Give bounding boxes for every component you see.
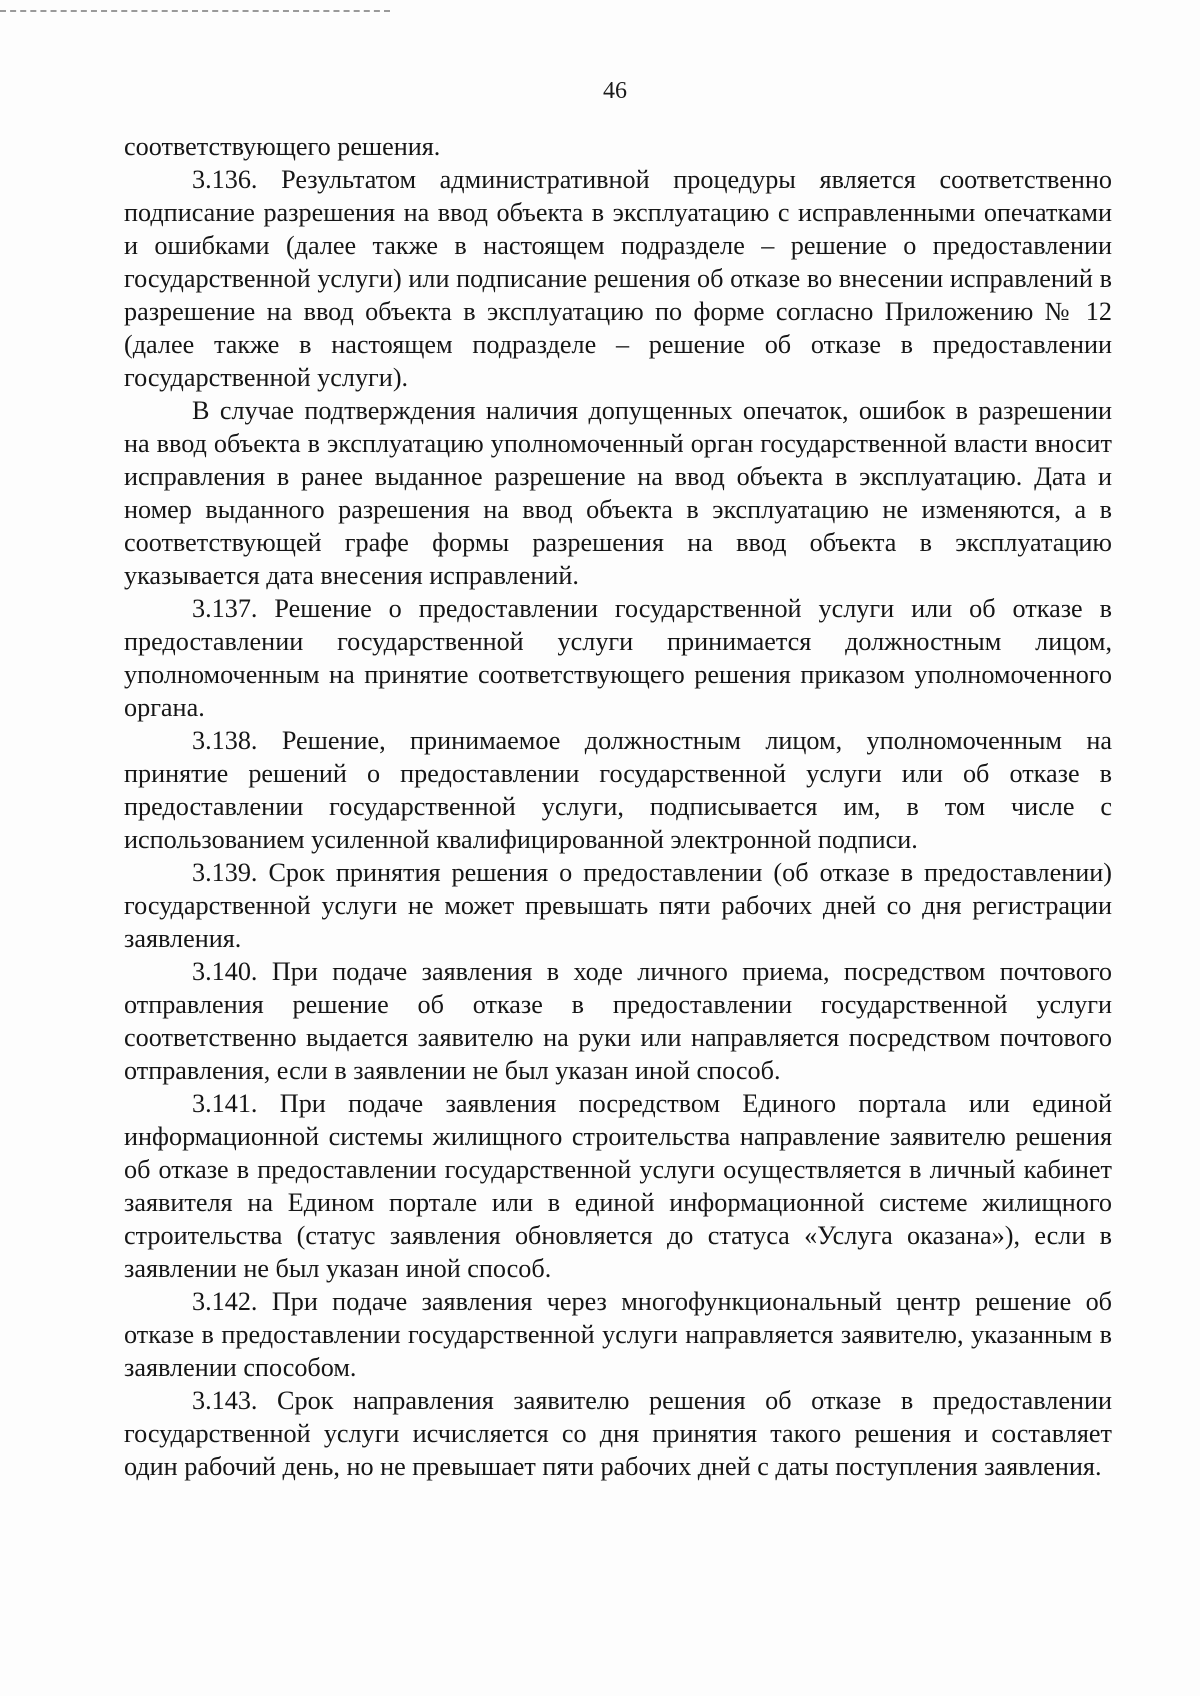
paragraph-3-138: 3.138. Решение, принимаемое должностным лицом, уполномоченным на принятие решений о предоставлении государственной услуги или об отказе в предоставлении государственной услуги, подписывается им, в том числе с использованием усиленной квалифицированной электронной подписи.: [124, 726, 1112, 854]
document-body: [124, 130, 1112, 1483]
paragraph-3-139: 3.139. Срок принятия решения о предоставлении (об отказе в предоставлении) государственной услуги не может превышать пяти рабочих дней со дня регистрации заявления.: [124, 858, 1112, 953]
paragraph-3-143: 3.143. Срок направления заявителю решения об отказе в предоставлении государственной услуги исчисляется со дня принятия такого решения и составляет один рабочий день, но не превышает пяти рабочих дней с даты поступления заявления.: [124, 1386, 1112, 1481]
paragraph-3-136: 3.136. Результатом административной процедуры является соответственно подписание разрешения на ввод объекта в эксплуатацию с исправленными опечатками и ошибками (далее также в настоящем подразделе – решение о предоставлении государственной услуги) или подписание решения об отказе во внесении исправлений в разрешение на ввод объекта в эксплуатацию по форме согласно Приложению № 12 (далее также в настоящем подразделе – решение об отказе в предоставлении государственной услуги).: [124, 165, 1112, 392]
paragraph-3-137: 3.137. Решение о предоставлении государственной услуги или об отказе в предоставлении государственной услуги принимается должностным лицом, уполномоченным на принятие соответствующего решения приказом уполномоченного органа.: [124, 594, 1112, 722]
paragraph-corrections: В случае подтверждения наличия допущенных опечаток, ошибок в разрешении на ввод объекта в эксплуатацию уполномоченный орган государственной власти вносит исправления в ранее выданное разрешение на ввод объекта в эксплуатацию. Дата и номер выданного разрешения на ввод объекта в эксплуатацию не изменяются, а в соответствующей графе формы разрешения на ввод объекта в эксплуатацию указывается дата внесения исправлений.: [124, 396, 1112, 590]
page-number: 46: [603, 78, 627, 104]
paragraph-3-141: 3.141. При подаче заявления посредством Единого портала или единой информационной системы жилищного строительства направление заявителю решения об отказе в предоставлении государственной услуги осуществляется в личный кабинет заявителя на Едином портале или в единой информационной системе жилищного строительства (статус заявления обновляется до статуса «Услуга оказана»), если в заявлении не был указан иной способ.: [124, 1089, 1112, 1283]
paragraph-3-140: 3.140. При подаче заявления в ходе личного приема, посредством почтового отправления решение об отказе в предоставлении государственной услуги соответственно выдается заявителю на руки или направляется посредством почтового отправления, если в заявлении не был указан иной способ.: [124, 957, 1112, 1085]
paragraph-3-142: 3.142. При подаче заявления через многофункциональный центр решение об отказе в предоставлении государственной услуги направляется заявителю, указанным в заявлении способом.: [124, 1287, 1112, 1382]
scan-edge-artifact: [0, 10, 390, 12]
paragraph-continuation: соответствующего решения.: [124, 132, 441, 161]
